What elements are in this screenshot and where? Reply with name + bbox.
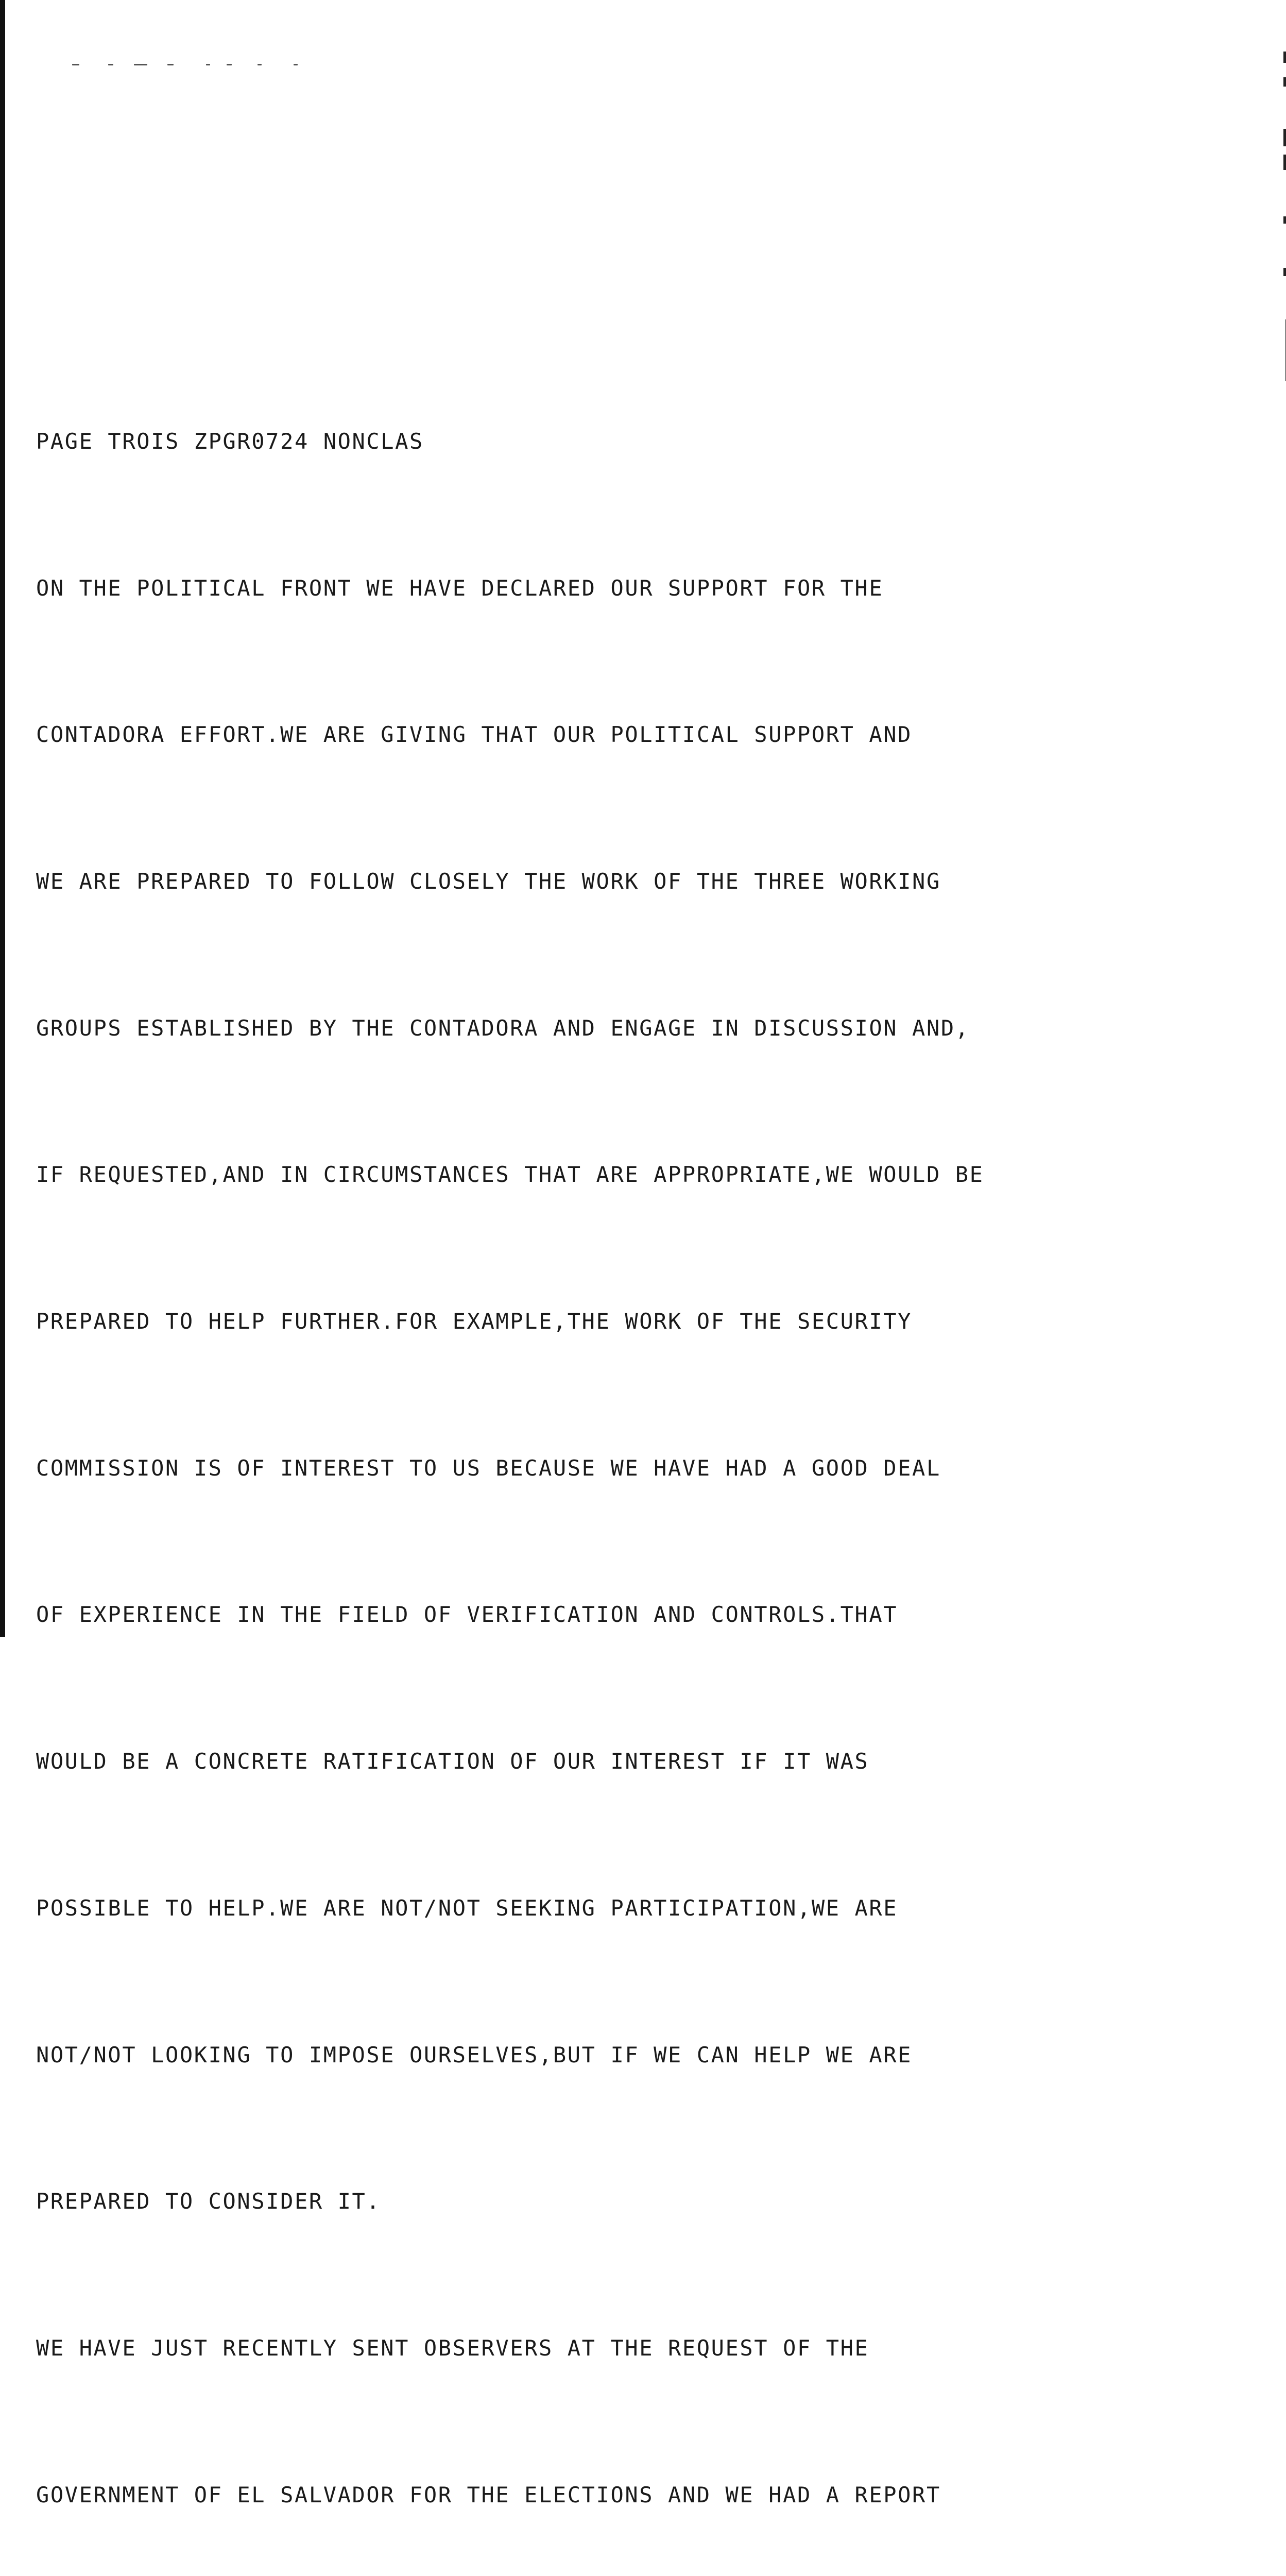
text-line: PREPARED TO HELP FURTHER.FOR EXAMPLE,THE WORK OF THE SECURITY [36, 1309, 913, 1334]
text-line: WOULD BE A CONCRETE RATIFICATION OF OUR INTEREST IF IT WAS [36, 1749, 869, 1774]
text-line: CONTADORA EFFORT.WE ARE GIVING THAT OUR POLITICAL SUPPORT AND [36, 722, 913, 748]
text-line: ON THE POLITICAL FRONT WE HAVE DECLARED OUR SUPPORT FOR THE [36, 575, 884, 601]
text-line: GROUPS ESTABLISHED BY THE CONTADORA AND ENGAGE IN DISCUSSION AND, [36, 1015, 970, 1041]
text-line: OF EXPERIENCE IN THE FIELD OF VERIFICATION AND CONTROLS.THAT [36, 1602, 898, 1628]
scan-left-edge [0, 0, 5, 1637]
text-line: WE ARE PREPARED TO FOLLOW CLOSELY THE WORK OF THE THREE WORKING [36, 868, 941, 894]
page-header: PAGE TROIS ZPGR0724 NONCLAS [36, 428, 424, 454]
text-line: IF REQUESTED,AND IN CIRCUMSTANCES THAT ARE APPROPRIATE,WE WOULD BE [36, 1162, 984, 1188]
telex-body [36, 319, 1066, 2576]
text-line: PREPARED TO CONSIDER IT. [36, 2189, 381, 2214]
scan-specks [72, 64, 319, 68]
text-line: NOT/NOT LOOKING TO IMPOSE OURSELVES,BUT IF WE CAN HELP WE ARE [36, 2042, 913, 2067]
text-line: GOVERNMENT OF EL SALVADOR FOR THE ELECTIONS AND WE HAD A REPORT [36, 2482, 941, 2507]
text-line: POSSIBLE TO HELP.WE ARE NOT/NOT SEEKING PARTICIPATION,WE ARE [36, 1895, 898, 1921]
scan-right-marks [1282, 52, 1286, 474]
text-line: COMMISSION IS OF INTEREST TO US BECAUSE WE HAVE HAD A GOOD DEAL [36, 1455, 941, 1481]
text-line: WE HAVE JUST RECENTLY SENT OBSERVERS AT THE REQUEST OF THE [36, 2335, 869, 2361]
